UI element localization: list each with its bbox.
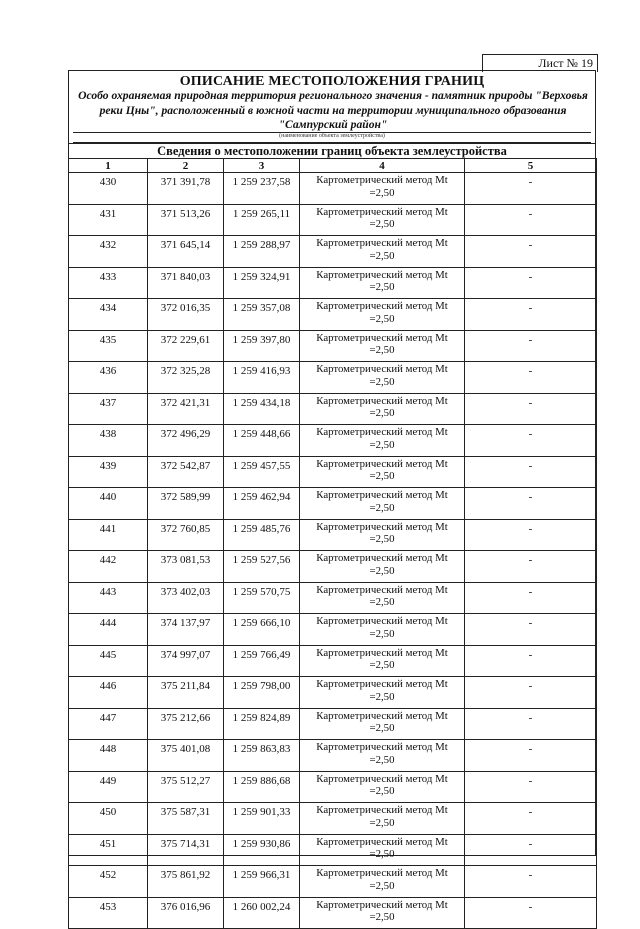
point-number-cell: 443	[69, 582, 148, 614]
accuracy-text: =2,50	[369, 375, 395, 388]
method-text: Картометрический метод Mt	[316, 268, 448, 281]
coordinate-y-cell: 1 259 863,83	[224, 740, 300, 772]
note-cell: -	[465, 582, 597, 614]
method-text: Картометрический метод Mt	[316, 583, 448, 596]
coordinate-x-cell: 375 714,31	[148, 834, 224, 866]
point-number-cell: 450	[69, 803, 148, 835]
accuracy-text: =2,50	[369, 722, 395, 734]
method-text: Картометрический метод Mt	[316, 300, 448, 312]
table-row	[69, 488, 597, 520]
point-number-cell: 432	[69, 236, 148, 268]
point-number-cell: 438	[69, 425, 148, 457]
accuracy-text: =2,50	[369, 470, 395, 482]
note-cell: -	[465, 897, 597, 929]
table-row	[69, 866, 597, 898]
note-cell: -	[465, 803, 597, 835]
table-row	[69, 519, 597, 551]
method-cell	[300, 551, 465, 583]
method-text: Картометрический метод Mt	[316, 678, 448, 690]
coordinate-x-cell: 374 997,07	[148, 645, 224, 677]
subtitle-line: реки Цны", расположенный в южной части на территории муниципального образования	[99, 103, 567, 117]
coordinate-x-cell: 375 512,27	[148, 771, 224, 803]
section-title: Сведения о местоположении границ объекта землеустройства	[69, 143, 595, 158]
column-header-2: 2	[148, 159, 224, 173]
table-row	[69, 267, 597, 299]
accuracy-text: =2,50	[369, 564, 395, 577]
note-cell: -	[465, 740, 597, 772]
note-cell: -	[465, 173, 597, 205]
point-number-cell: 435	[69, 330, 148, 362]
point-number-cell: 445	[69, 645, 148, 677]
table-row	[69, 582, 597, 614]
column-header-4: 4	[300, 159, 465, 173]
object-caption: (наименование объекта землеустройства)	[279, 133, 385, 139]
table-row	[69, 771, 597, 803]
coordinate-x-cell: 373 402,03	[148, 582, 224, 614]
method-text: Картометрический метод Mt	[316, 520, 448, 533]
table-row	[69, 803, 597, 835]
accuracy-text: =2,50	[369, 218, 395, 230]
point-number-cell: 447	[69, 708, 148, 740]
point-number-cell: 453	[69, 897, 148, 929]
table-body	[69, 173, 597, 929]
point-number-cell: 451	[69, 834, 148, 866]
method-cell	[300, 362, 465, 394]
method-cell	[300, 173, 465, 205]
method-text: Картометрический метод Mt	[316, 552, 448, 564]
table-row	[69, 236, 597, 268]
method-cell	[300, 803, 465, 835]
document-frame	[68, 70, 596, 923]
coordinate-x-cell: 371 513,26	[148, 204, 224, 236]
point-number-cell: 452	[69, 866, 148, 898]
coordinate-x-cell: 372 496,29	[148, 425, 224, 457]
coordinate-x-cell: 375 861,92	[148, 866, 224, 898]
table-row	[69, 393, 597, 425]
method-cell	[300, 897, 465, 929]
accuracy-text: =2,50	[369, 312, 395, 325]
coordinate-x-cell: 375 401,08	[148, 740, 224, 772]
coordinate-y-cell: 1 259 416,93	[224, 362, 300, 394]
coordinate-y-cell: 1 259 527,56	[224, 551, 300, 583]
column-header-5: 5	[465, 159, 597, 173]
accuracy-text: =2,50	[369, 438, 395, 451]
table-row	[69, 456, 597, 488]
coordinate-y-cell: 1 259 886,68	[224, 771, 300, 803]
method-cell	[300, 267, 465, 299]
table-row	[69, 740, 597, 772]
method-cell	[300, 645, 465, 677]
coordinate-x-cell: 375 211,84	[148, 677, 224, 709]
method-text: Картометрический метод Mt	[316, 457, 448, 470]
method-cell	[300, 614, 465, 646]
method-text: Картометрический метод Mt	[316, 394, 448, 407]
accuracy-text: =2,50	[369, 753, 395, 766]
accuracy-text: =2,50	[369, 659, 395, 671]
point-number-cell: 448	[69, 740, 148, 772]
coordinate-x-cell: 376 016,96	[148, 897, 224, 929]
coordinate-x-cell: 375 587,31	[148, 803, 224, 835]
method-text: Картометрический метод Mt	[316, 772, 448, 785]
method-text: Картометрический метод Mt	[316, 741, 448, 753]
method-cell	[300, 708, 465, 740]
method-cell	[300, 582, 465, 614]
coordinate-x-cell: 375 212,66	[148, 708, 224, 740]
method-text: Картометрический метод Mt	[316, 363, 448, 375]
subtitle-line: Особо охраняемая природная территория регионального значения - памятник природы "Верховья	[78, 89, 588, 102]
accuracy-text: =2,50	[369, 879, 395, 892]
method-cell	[300, 425, 465, 457]
method-cell	[300, 519, 465, 551]
table-row	[69, 708, 597, 740]
note-cell: -	[465, 425, 597, 457]
method-cell	[300, 677, 465, 709]
method-text: Картометрический метод Mt	[316, 205, 448, 218]
method-cell	[300, 299, 465, 331]
table-row	[69, 204, 597, 236]
method-cell	[300, 740, 465, 772]
method-cell	[300, 204, 465, 236]
coordinate-y-cell: 1 259 666,10	[224, 614, 300, 646]
accuracy-text: =2,50	[369, 816, 395, 829]
coordinate-y-cell: 1 259 448,66	[224, 425, 300, 457]
table-row	[69, 834, 597, 866]
point-number-cell: 437	[69, 393, 148, 425]
note-cell: -	[465, 267, 597, 299]
coordinate-x-cell: 372 229,61	[148, 330, 224, 362]
note-cell: -	[465, 677, 597, 709]
coordinate-x-cell: 372 760,85	[148, 519, 224, 551]
coordinate-y-cell: 1 259 462,94	[224, 488, 300, 520]
table-row	[69, 551, 597, 583]
note-cell: -	[465, 362, 597, 394]
coordinate-y-cell: 1 259 966,31	[224, 866, 300, 898]
note-cell: -	[465, 519, 597, 551]
note-cell: -	[465, 708, 597, 740]
point-number-cell: 439	[69, 456, 148, 488]
accuracy-text: =2,50	[369, 627, 395, 640]
method-text: Картометрический метод Mt	[316, 709, 448, 722]
coordinate-y-cell: 1 259 930,86	[224, 834, 300, 866]
accuracy-text: =2,50	[369, 596, 395, 608]
note-cell: -	[465, 456, 597, 488]
coordinate-x-cell: 372 589,99	[148, 488, 224, 520]
accuracy-text: =2,50	[369, 344, 395, 356]
accuracy-text: =2,50	[369, 848, 395, 860]
coordinate-y-cell: 1 260 002,24	[224, 897, 300, 929]
table-row	[69, 362, 597, 394]
document-subtitle	[77, 89, 589, 133]
accuracy-text: =2,50	[369, 501, 395, 514]
point-number-cell: 442	[69, 551, 148, 583]
coordinate-y-cell: 1 259 457,55	[224, 456, 300, 488]
coordinate-y-cell: 1 259 357,08	[224, 299, 300, 331]
subtitle-line: "Сампурский район"	[278, 118, 388, 131]
note-cell: -	[465, 299, 597, 331]
coordinate-y-cell: 1 259 324,91	[224, 267, 300, 299]
note-cell: -	[465, 834, 597, 866]
coordinate-x-cell: 373 081,53	[148, 551, 224, 583]
method-cell	[300, 488, 465, 520]
note-cell: -	[465, 236, 597, 268]
point-number-cell: 431	[69, 204, 148, 236]
method-cell	[300, 236, 465, 268]
coordinates-table	[68, 158, 597, 929]
note-cell: -	[465, 488, 597, 520]
document-title: ОПИСАНИЕ МЕСТОПОЛОЖЕНИЯ ГРАНИЦ	[179, 74, 485, 89]
note-cell: -	[465, 204, 597, 236]
coordinate-y-cell: 1 259 766,49	[224, 645, 300, 677]
method-text: Картометрический метод Mt	[316, 237, 448, 249]
method-cell	[300, 771, 465, 803]
coordinate-x-cell: 374 137,97	[148, 614, 224, 646]
coordinate-x-cell: 372 421,31	[148, 393, 224, 425]
accuracy-text: =2,50	[369, 249, 395, 262]
method-cell	[300, 330, 465, 362]
note-cell: -	[465, 330, 597, 362]
note-cell: -	[465, 866, 597, 898]
coordinate-x-cell: 372 016,35	[148, 299, 224, 331]
point-number-cell: 441	[69, 519, 148, 551]
coordinate-x-cell: 371 645,14	[148, 236, 224, 268]
coordinate-y-cell: 1 259 265,11	[224, 204, 300, 236]
point-number-cell: 444	[69, 614, 148, 646]
table-row	[69, 330, 597, 362]
method-text: Картометрический метод Mt	[316, 174, 448, 186]
coordinate-x-cell: 372 325,28	[148, 362, 224, 394]
point-number-cell: 449	[69, 771, 148, 803]
method-cell	[300, 456, 465, 488]
coordinate-y-cell: 1 259 288,97	[224, 236, 300, 268]
table-row	[69, 645, 597, 677]
accuracy-text: =2,50	[369, 407, 395, 419]
point-number-cell: 430	[69, 173, 148, 205]
note-cell: -	[465, 393, 597, 425]
coordinate-y-cell: 1 259 570,75	[224, 582, 300, 614]
method-text: Картометрический метод Mt	[316, 646, 448, 659]
table-row	[69, 173, 597, 205]
method-cell	[300, 393, 465, 425]
sheet-number: Лист № 19	[538, 56, 593, 70]
accuracy-text: =2,50	[369, 785, 395, 797]
point-number-cell: 433	[69, 267, 148, 299]
method-text: Картометрический метод Mt	[316, 835, 448, 848]
table-row	[69, 677, 597, 709]
point-number-cell: 434	[69, 299, 148, 331]
method-text: Картометрический метод Mt	[316, 615, 448, 627]
table-header-row	[69, 159, 597, 173]
coordinate-y-cell: 1 259 237,58	[224, 173, 300, 205]
accuracy-text: =2,50	[369, 911, 395, 923]
point-number-cell: 440	[69, 488, 148, 520]
point-number-cell: 436	[69, 362, 148, 394]
method-text: Картометрический метод Mt	[316, 426, 448, 438]
note-cell: -	[465, 551, 597, 583]
note-cell: -	[465, 771, 597, 803]
coordinate-y-cell: 1 259 824,89	[224, 708, 300, 740]
method-cell	[300, 834, 465, 866]
table-row	[69, 897, 597, 929]
coordinate-x-cell: 371 391,78	[148, 173, 224, 205]
coordinate-y-cell: 1 259 798,00	[224, 677, 300, 709]
coordinate-x-cell: 371 840,03	[148, 267, 224, 299]
accuracy-text: =2,50	[369, 533, 395, 545]
method-text: Картометрический метод Mt	[316, 898, 448, 911]
method-cell	[300, 866, 465, 898]
accuracy-text: =2,50	[369, 186, 395, 199]
coordinate-y-cell: 1 259 397,80	[224, 330, 300, 362]
table-row	[69, 614, 597, 646]
method-text: Картометрический метод Mt	[316, 804, 448, 816]
coordinate-y-cell: 1 259 485,76	[224, 519, 300, 551]
column-header-3: 3	[224, 159, 300, 173]
table-row	[69, 299, 597, 331]
note-cell: -	[465, 645, 597, 677]
accuracy-text: =2,50	[369, 690, 395, 703]
method-text: Картометрический метод Mt	[316, 489, 448, 501]
point-number-cell: 446	[69, 677, 148, 709]
table-row	[69, 425, 597, 457]
coordinate-y-cell: 1 259 434,18	[224, 393, 300, 425]
method-text: Картометрический метод Mt	[316, 331, 448, 344]
note-cell: -	[465, 614, 597, 646]
accuracy-text: =2,50	[369, 281, 395, 293]
coordinate-y-cell: 1 259 901,33	[224, 803, 300, 835]
method-text: Картометрический метод Mt	[316, 867, 448, 879]
coordinate-x-cell: 372 542,87	[148, 456, 224, 488]
column-header-1: 1	[69, 159, 148, 173]
